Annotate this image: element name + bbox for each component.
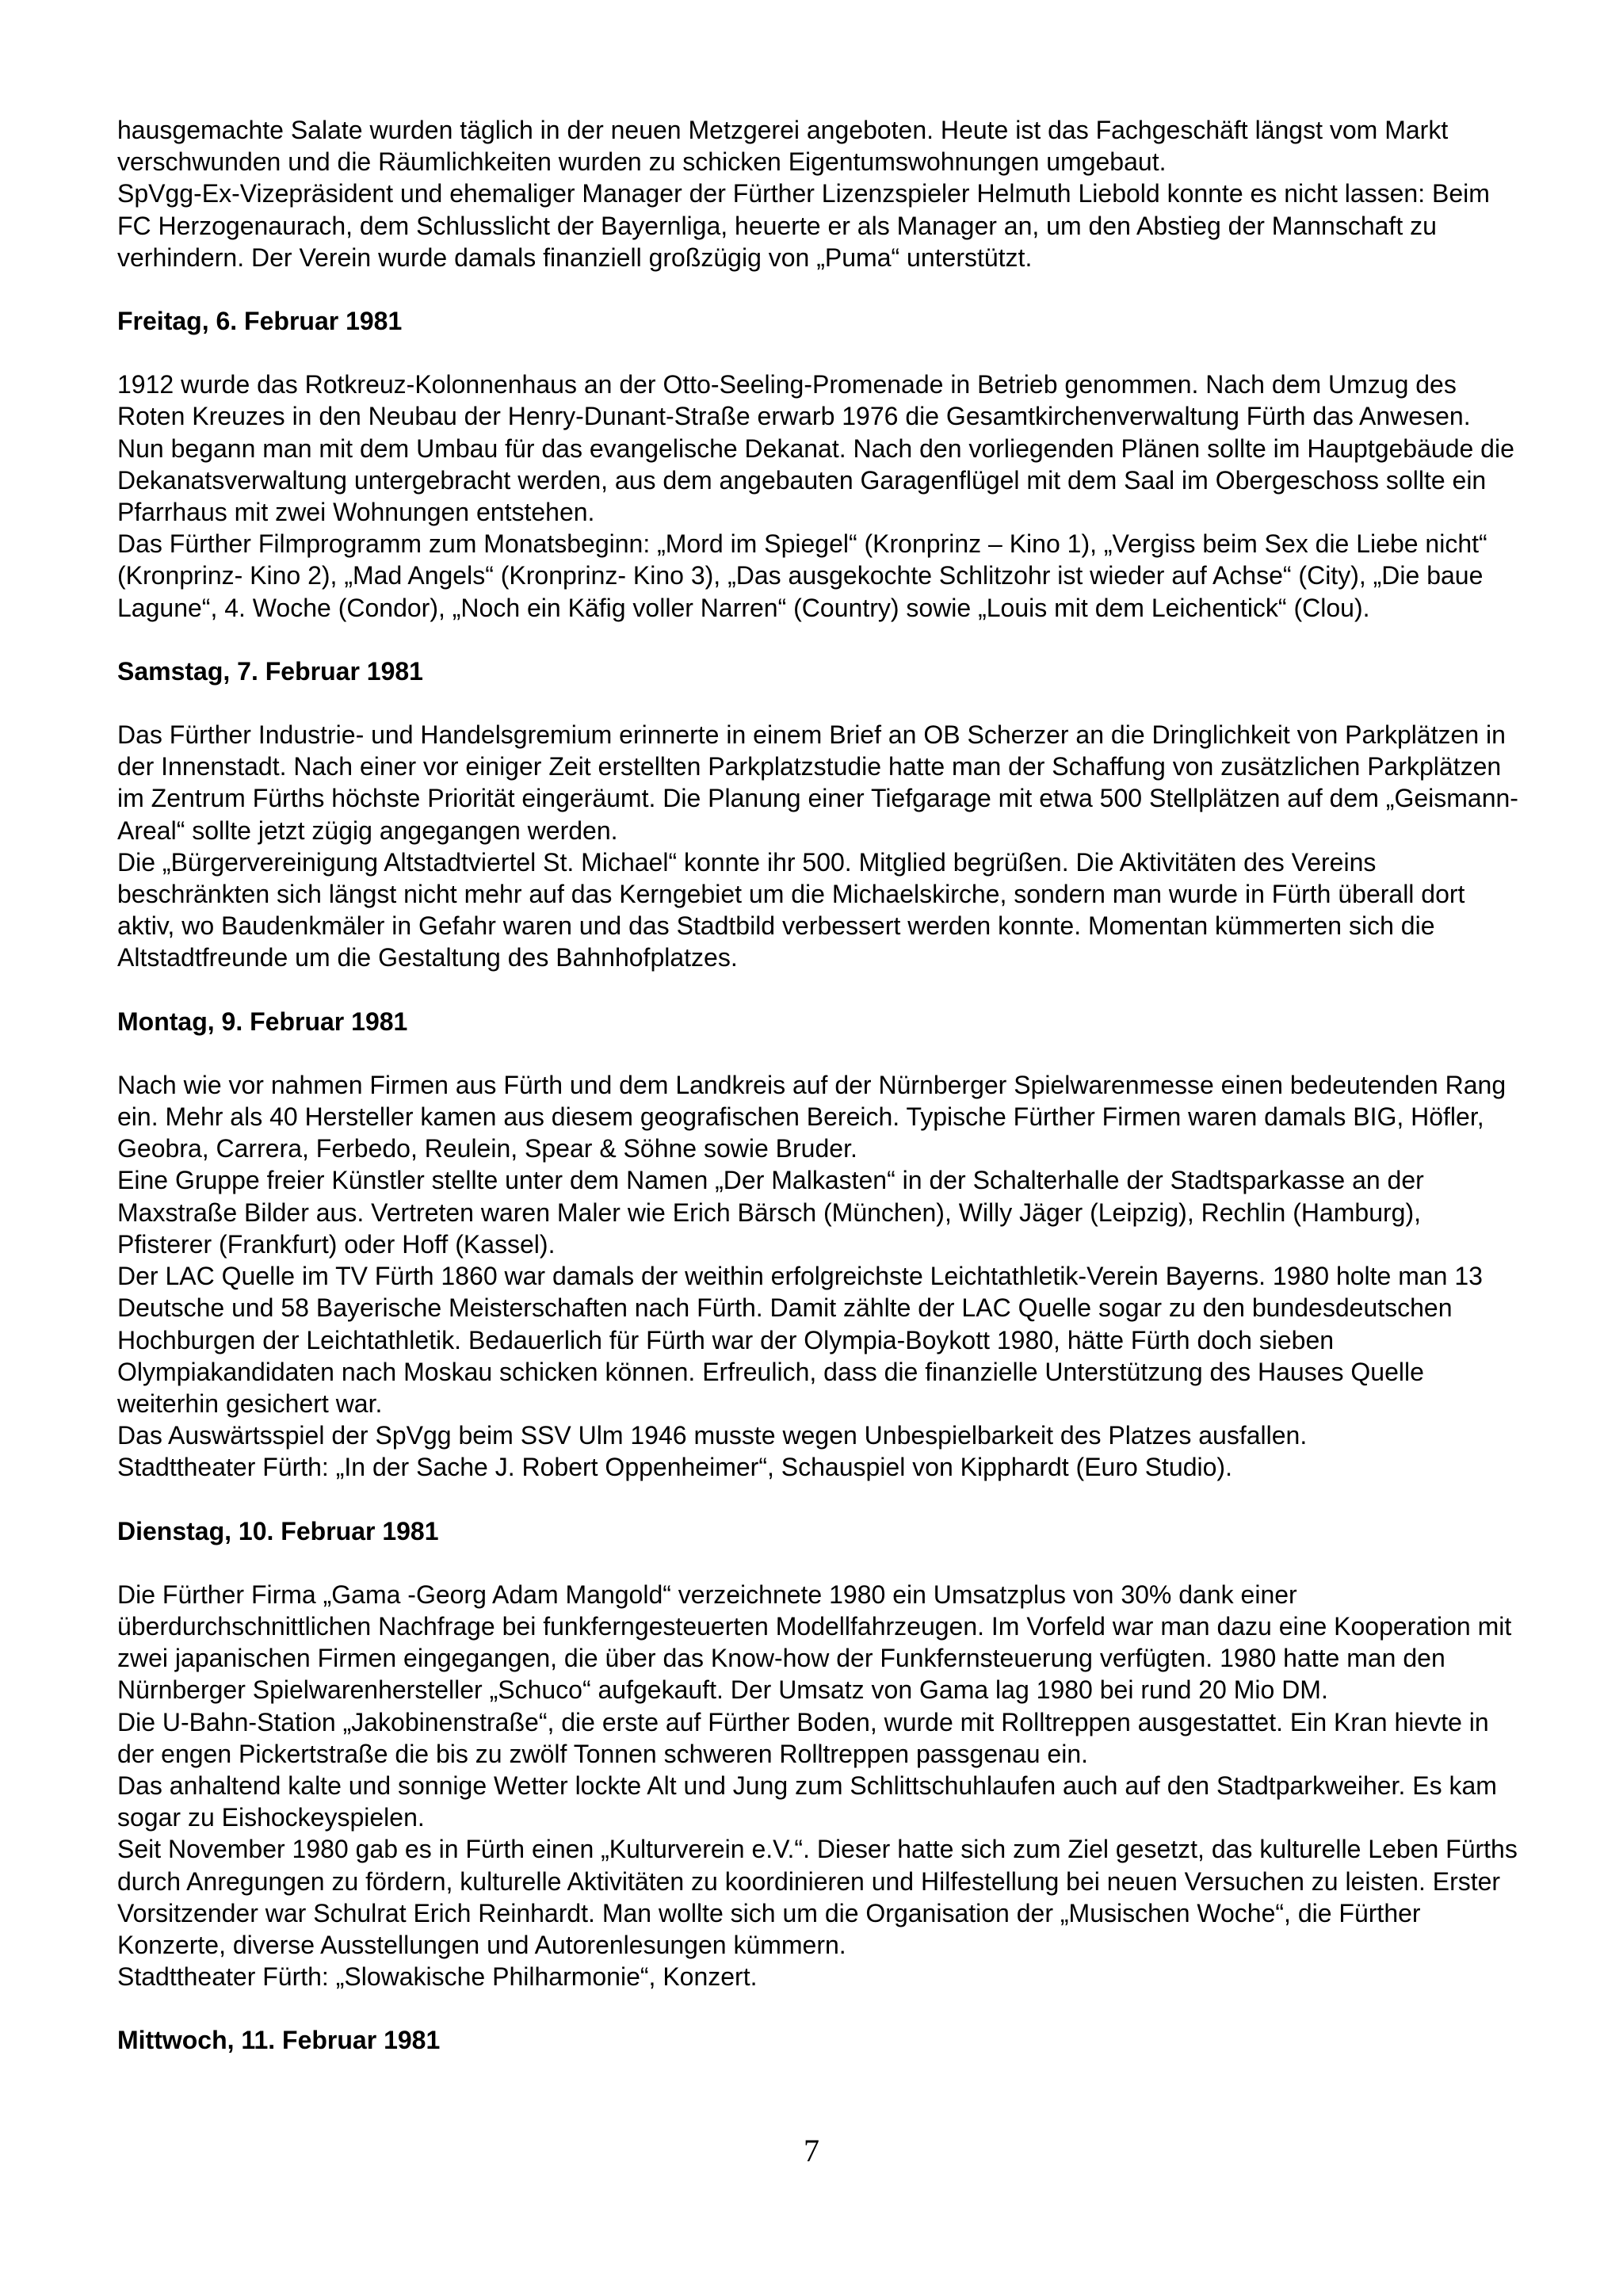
saturday-paragraph-1: Das Fürther Industrie- und Handelsgremium erinnerte in einem Brief an OB Scherzer an die Dringlichkeit von Parkplätzen in der Innenstadt. Nach einer vor einiger Zeit erstellten Parkplatzstudie hatte man der Schaffung von zusätzlichen Parkplätzen im Zentrum Fürths höchste Priorität eingeräumt. Die Planung einer Tiefgarage mit etwa 500 Stellplätzen auf dem „Geismann-Areal“ sollte jetzt zügig angegangen werden. bbox=[117, 720, 1518, 845]
tuesday-paragraph-4: Seit November 1980 gab es in Fürth einen „Kulturverein e.V.“. Dieser hatte sich zum Ziel gesetzt, das kulturelle Leben Fürths durch Anregungen zu fördern, kulturelle Aktivitäten zu koordinieren und Hilfestellung bei neuen Versuchen zu leisten. Erster Vorsitzender war Schulrat Erich Reinhardt. Man wollte sich um die Organisation der „Musischen Woche“, die Fürther Konzerte, diverse Ausstellungen und Autorenlesungen kümmern. bbox=[117, 1835, 1518, 1959]
tuesday-paragraph-1: Die Fürther Firma „Gama -Georg Adam Mangold“ verzeichnete 1980 ein Umsatzplus von 30% dank einer überdurchschnittlichen Nachfrage bei funkferngesteuerten Modellfahrzeugen. Im Vorfeld war man dazu eine Kooperation mit zwei japanischen Firmen eingegangen, die über das Know-how der Funkfernsteuerung verfügten. 1980 hatte man den Nürnberger Spielwarenhersteller „Schuco“ aufgekauft. Der Umsatz von Gama lag 1980 bei rund 20 Mio DM. bbox=[117, 1580, 1512, 1705]
monday-paragraph-2: Eine Gruppe freier Künstler stellte unter dem Namen „Der Malkasten“ in der Schalterhalle der Stadtsparkasse an der Maxstraße Bilder aus. Vertreten waren Maler wie Erich Bärsch (München), Willy Jäger (Leipzig), Rechlin (Hamburg), Pfisterer (Frankfurt) oder Hoff (Kassel). bbox=[117, 1166, 1424, 1259]
friday-paragraph-1: 1912 wurde das Rotkreuz-Kolonnenhaus an der Otto-Seeling-Promenade in Betrieb genommen. Nach dem Umzug des Roten Kreuzes in den Neubau der Henry-Dunant-Straße erwarb 1976 die Gesamtkirchenverwaltung Fürth das Anwesen. Nun begann man mit dem Umbau für das evangelische Dekanat. Nach den vorliegenden Plänen sollte im Hauptgebäude die Dekanatsverwaltung untergebracht werden, aus dem angebauten Garagenflügel mit dem Saal im Obergeschoss sollte ein Pfarrhaus mit zwei Wohnungen entstehen. bbox=[117, 370, 1514, 527]
section-heading-friday: Freitag, 6. Februar 1981 bbox=[117, 307, 403, 336]
section-heading-monday: Montag, 9. Februar 1981 bbox=[117, 1007, 408, 1036]
tuesday-paragraph-5: Stadttheater Fürth: „Slowakische Philharmonie“, Konzert. bbox=[117, 1962, 758, 1992]
tuesday-paragraph-3: Das anhaltend kalte und sonnige Wetter lockte Alt und Jung zum Schlittschuhlaufen auch auf den Stadtparkweiher. Es kam sogar zu Eishockeyspielen. bbox=[117, 1771, 1497, 1832]
section-heading-saturday: Samstag, 7. Februar 1981 bbox=[117, 656, 423, 686]
monday-paragraph-5: Stadttheater Fürth: „In der Sache J. Robert Oppenheimer“, Schauspiel von Kipphardt (Euro Studio). bbox=[117, 1453, 1232, 1482]
section-heading-wednesday: Mittwoch, 11. Februar 1981 bbox=[117, 2026, 441, 2055]
monday-paragraph-1: Nach wie vor nahmen Firmen aus Fürth und dem Landkreis auf der Nürnberger Spielwarenmesse einen bedeutenden Rang ein. Mehr als 40 Hersteller kamen aus diesem geografischen Bereich. Typische Fürther Firmen waren damals BIG, Höfler, Geobra, Carrera, Ferbedo, Reulein, Spear & Söhne sowie Bruder. bbox=[117, 1070, 1507, 1163]
monday-paragraph-3: Der LAC Quelle im TV Fürth 1860 war damals der weithin erfolgreichste Leichtathletik-Verein Bayerns. 1980 holte man 13 Deutsche und 58 Bayerische Meisterschaften nach Fürth. Damit zählte der LAC Quelle sogar zu den bundesdeutschen Hochburgen der Leichtathletik. Bedauerlich für Fürth war der Olympia-Boykott 1980, hätte Fürth doch sieben Olympiakandidaten nach Moskau schicken können. Erfreulich, dass die finanzielle Unterstützung des Hauses Quelle weiterhin gesichert war. bbox=[117, 1262, 1483, 1418]
intro-paragraph-1: hausgemachte Salate wurden täglich in der neuen Metzgerei angeboten. Heute ist das Fachgeschäft längst vom Markt verschwunden und die Räumlichkeiten wurden zu schicken Eigentumswohnungen umgebaut. bbox=[117, 116, 1449, 177]
intro-paragraph-2: SpVgg-Ex-Vizepräsident und ehemaliger Manager der Fürther Lizenzspieler Helmuth Liebold konnte es nicht lassen: Beim FC Herzogenaurach, dem Schlusslicht der Bayernliga, heuerte er als Manager an, um den Abstieg der Mannschaft zu verhindern. Der Verein wurde damals finanziell großzügig von „Puma“ unterstützt. bbox=[117, 179, 1490, 272]
document-page bbox=[117, 114, 1518, 2057]
tuesday-paragraph-2: Die U-Bahn-Station „Jakobinenstraße“, die erste auf Fürther Boden, wurde mit Rolltreppen ausgestattet. Ein Kran hievte in der engen Pickertstraße die bis zu zwölf Tonnen schweren Rolltreppen passgenau ein. bbox=[117, 1707, 1489, 1768]
saturday-paragraph-2: Die „Bürgervereinigung Altstadtviertel St. Michael“ konnte ihr 500. Mitglied begrüßen. Die Aktivitäten des Vereins beschränkten sich längst nicht mehr auf das Kerngebiet um die Michaelskirche, sondern man wurde in Fürth überall dort aktiv, wo Baudenkmäler in Gefahr waren und das Stadtbild verbessert werden konnte. Momentan kümmerten sich die Altstadtfreunde um die Gestaltung des Bahnhofplatzes. bbox=[117, 847, 1465, 972]
monday-paragraph-4: Das Auswärtsspiel der SpVgg beim SSV Ulm 1946 musste wegen Unbespielbarkeit des Platzes ausfallen. bbox=[117, 1421, 1308, 1450]
friday-paragraph-2: Das Fürther Filmprogramm zum Monatsbeginn: „Mord im Spiegel“ (Kronprinz – Kino 1), „Vergiss beim Sex die Liebe nicht“ (Kronprinz- Kino 2), „Mad Angels“ (Kronprinz- Kino 3), „Das ausgekochte Schlitzohr ist wieder auf Achse“ (City), „Die baue Lagune“, 4. Woche (Condor), „Noch ein Käfig voller Narren“ (Country) sowie „Louis mit dem Leichentick“ (Clou). bbox=[117, 529, 1487, 622]
section-heading-tuesday: Dienstag, 10. Februar 1981 bbox=[117, 1516, 439, 1545]
page-number: 7 bbox=[804, 2133, 819, 2168]
